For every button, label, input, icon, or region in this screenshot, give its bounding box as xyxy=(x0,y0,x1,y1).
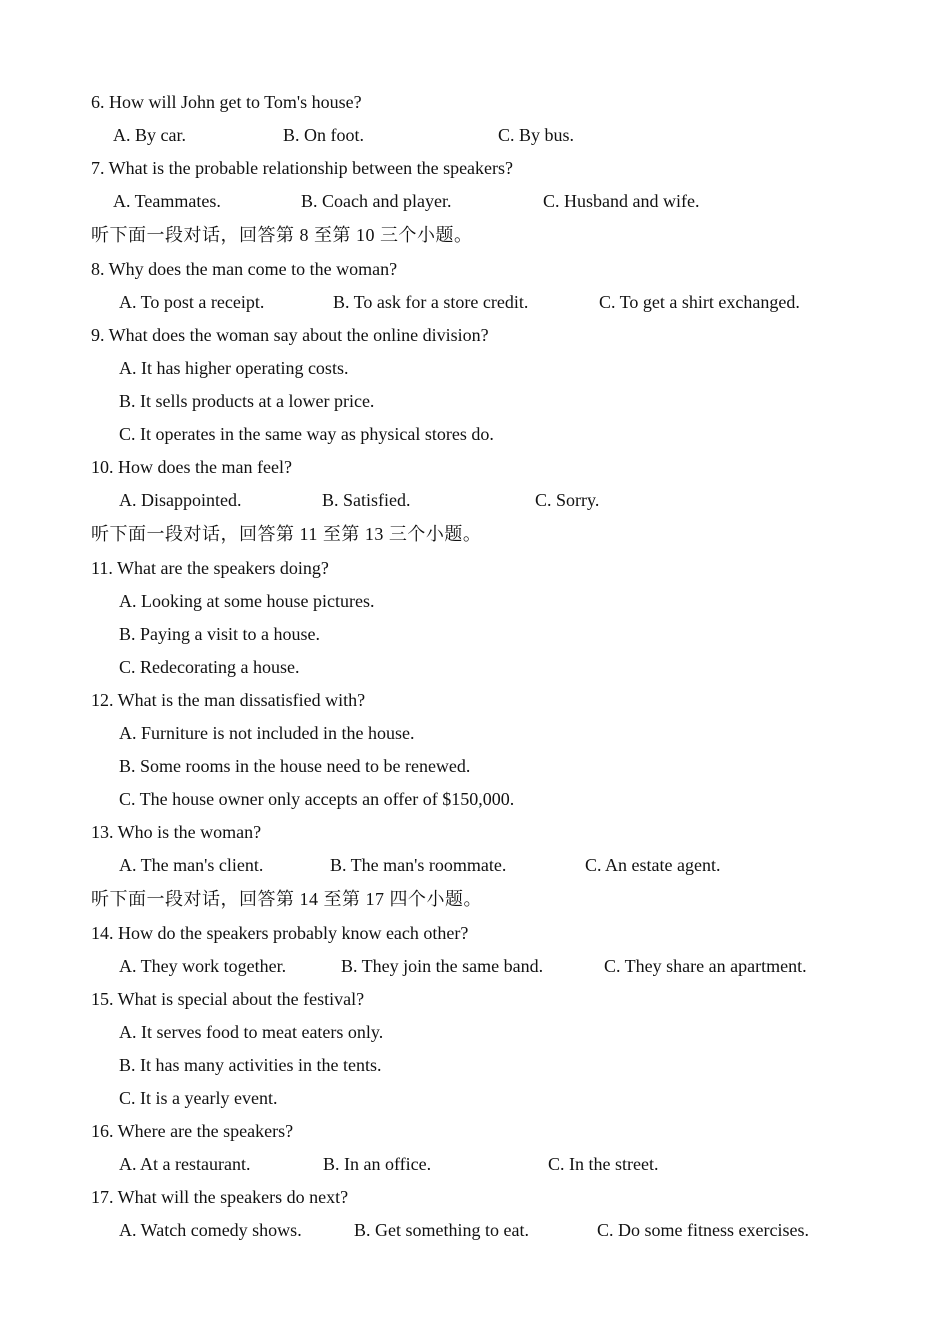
q9-option-a: A. It has higher operating costs. xyxy=(119,358,349,378)
question-12: 12. What is the man dissatisfied with? xyxy=(91,690,366,710)
q11-option-c: C. Redecorating a house. xyxy=(119,657,300,677)
q8-option-a: A. To post a receipt. xyxy=(119,292,265,312)
q7-option-a: A. Teammates. xyxy=(113,191,221,211)
q10-option-b: B. Satisfied. xyxy=(322,490,411,510)
q11-option-a: A. Looking at some house pictures. xyxy=(119,591,375,611)
question-14: 14. How do the speakers probably know each other? xyxy=(91,923,469,943)
section-heading-8-10: 听下面一段对话，回答第 8 至第 10 三个小题。 xyxy=(91,225,473,245)
q17-option-a: A. Watch comedy shows. xyxy=(119,1220,302,1240)
question-7: 7. What is the probable relationship between the speakers? xyxy=(91,158,514,178)
question-10: 10. How does the man feel? xyxy=(91,457,292,477)
q9-option-b: B. It sells products at a lower price. xyxy=(119,391,375,411)
question-16: 16. Where are the speakers? xyxy=(91,1121,294,1141)
question-13: 13. Who is the woman? xyxy=(91,822,262,842)
q11-option-b: B. Paying a visit to a house. xyxy=(119,624,320,644)
q14-option-b: B. They join the same band. xyxy=(341,956,544,976)
q8-option-b: B. To ask for a store credit. xyxy=(333,292,529,312)
q6-option-a: A. By car. xyxy=(113,125,186,145)
q12-option-a: A. Furniture is not included in the house. xyxy=(119,723,415,743)
q14-option-a: A. They work together. xyxy=(119,956,287,976)
q17-option-b: B. Get something to eat. xyxy=(354,1220,529,1240)
section-heading-11-13: 听下面一段对话，回答第 11 至第 13 三个小题。 xyxy=(91,524,482,544)
q10-option-c: C. Sorry. xyxy=(535,490,600,510)
question-8: 8. Why does the man come to the woman? xyxy=(91,259,398,279)
q9-option-c: C. It operates in the same way as physical stores do. xyxy=(119,424,494,444)
section-heading-14-17: 听下面一段对话，回答第 14 至第 17 四个小题。 xyxy=(91,889,482,909)
q15-option-b: B. It has many activities in the tents. xyxy=(119,1055,382,1075)
q14-option-c: C. They share an apartment. xyxy=(604,956,807,976)
question-9: 9. What does the woman say about the online division? xyxy=(91,325,489,345)
q6-option-c: C. By bus. xyxy=(498,125,575,145)
question-11: 11. What are the speakers doing? xyxy=(91,558,329,578)
q7-option-b: B. Coach and player. xyxy=(301,191,452,211)
q16-option-a: A. At a restaurant. xyxy=(119,1154,251,1174)
q16-option-b: B. In an office. xyxy=(323,1154,432,1174)
q8-option-c: C. To get a shirt exchanged. xyxy=(599,292,800,312)
q15-option-a: A. It serves food to meat eaters only. xyxy=(119,1022,384,1042)
question-17: 17. What will the speakers do next? xyxy=(91,1187,349,1207)
q13-option-a: A. The man's client. xyxy=(119,855,264,875)
q13-option-c: C. An estate agent. xyxy=(585,855,721,875)
q13-option-b: B. The man's roommate. xyxy=(330,855,507,875)
q10-option-a: A. Disappointed. xyxy=(119,490,242,510)
q12-option-b: B. Some rooms in the house need to be renewed. xyxy=(119,756,471,776)
q6-option-b: B. On foot. xyxy=(283,125,364,145)
question-15: 15. What is special about the festival? xyxy=(91,989,365,1009)
q7-option-c: C. Husband and wife. xyxy=(543,191,700,211)
question-6: 6. How will John get to Tom's house? xyxy=(91,92,362,112)
q17-option-c: C. Do some fitness exercises. xyxy=(597,1220,809,1240)
q16-option-c: C. In the street. xyxy=(548,1154,659,1174)
q12-option-c: C. The house owner only accepts an offer of $150,000. xyxy=(119,789,515,809)
q15-option-c: C. It is a yearly event. xyxy=(119,1088,278,1108)
